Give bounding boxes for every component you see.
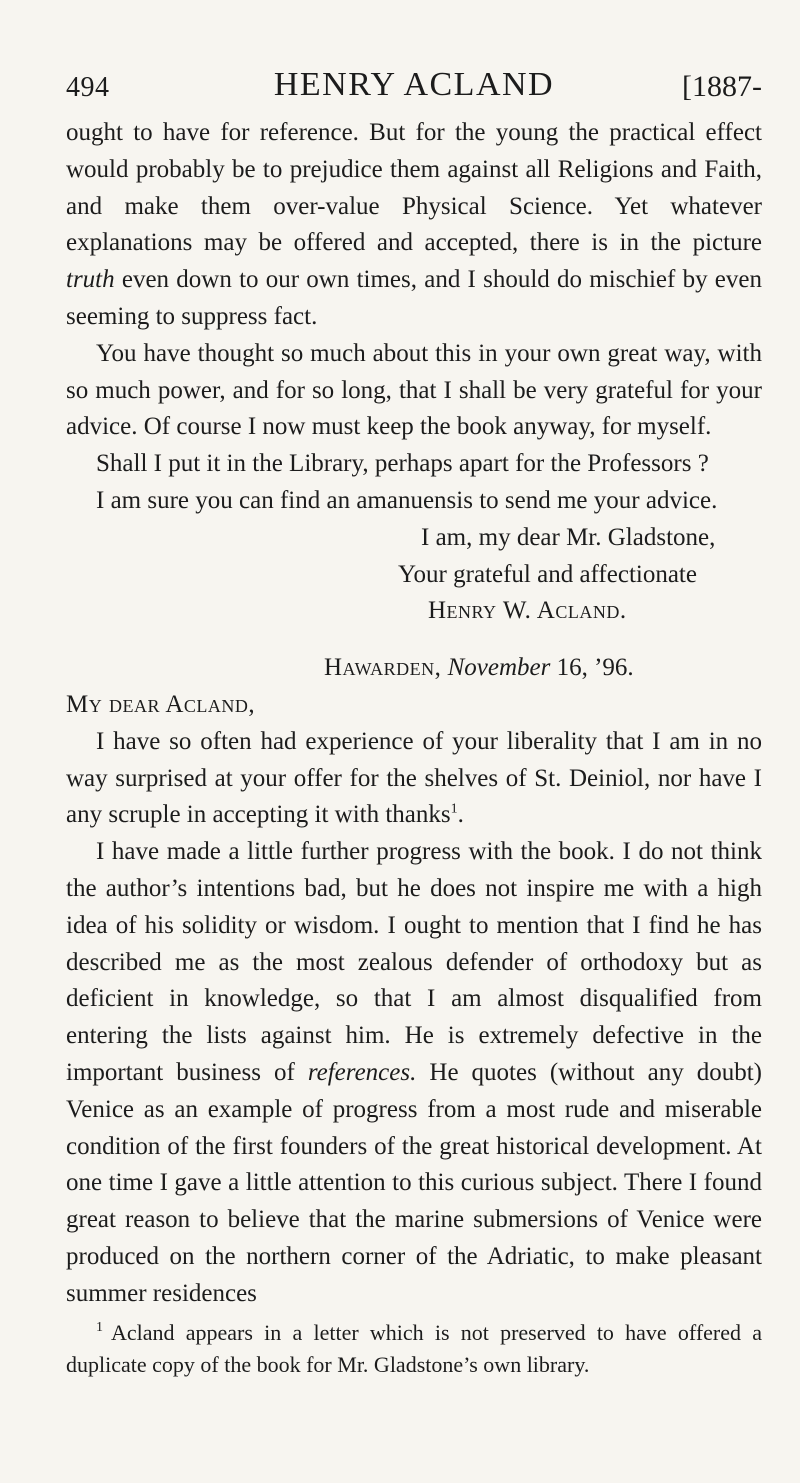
year-range: [1887- — [682, 70, 762, 103]
footnote-text: Acland appears in a letter which is not preserved to have offered a duplicate copy of the book for Mr. Gladstone’s own library. — [66, 1319, 762, 1377]
letter1-paragraph-1: ought to have for reference. But for the young the practical effect would probably be to prejudice them against all Religions and Faith, and make them over-value Physical Science. Yet whatever explanations may be offered and accepted, there is in the picture truth even down to our own times, and I should do mischief by even seeming to suppress fact. — [66, 119, 762, 330]
footnote-ref: 1 — [450, 802, 458, 818]
letter1-closing-1: I am, my dear Mr. Gladstone, — [421, 523, 716, 551]
place-name: Hawarden, — [324, 654, 442, 682]
page-header — [66, 66, 762, 106]
emphasis-truth: truth — [66, 266, 115, 294]
emphasis-references: references. — [307, 1058, 417, 1086]
letter1-paragraph-2: You have thought so much about this in your own great way, with so much power, and for so long, that I shall be very grateful for your advice. Of course I now must keep the book anyway, for myself. — [66, 339, 762, 441]
page-body — [66, 115, 762, 1381]
footnote-marker: 1 — [96, 1320, 103, 1336]
letter1-closing-2: Your grateful and affectionate — [398, 560, 697, 588]
letter1-paragraph-3: Shall I put it in the Library, perhaps apart for the Professors ? — [96, 450, 709, 478]
letter2-paragraph-2: I have made a little further progress with the book. I do not think the author’s intentions bad, but he does not inspire me with a high idea of his solidity or wisdom. I ought to mention that I find he has described me as the most zealous defender of orthodoxy but as deficient in knowledge, so that I am almost disqualified from entering the lists against him. He is extremely defective in the important business of references. He quotes (without any doubt) Venice as an example of progress from a most rude and miserable condition of the first founders of the great historical development. At one time I gave a little attention to this curious subject. There I found great reason to believe that the marine submersions of Venice were produced on the northern corner of the Adriatic, to make pleasant summer residences — [66, 838, 762, 1307]
page-number: 494 — [66, 72, 110, 103]
date-month: November — [447, 654, 551, 682]
letter2-dateline — [66, 650, 762, 687]
letter2-salutation: My dear Acland, — [66, 690, 256, 718]
running-title: HENRY ACLAND — [273, 66, 555, 103]
letter1-signature: Henry W. Acland. — [428, 597, 627, 625]
footnote — [66, 1317, 762, 1381]
letter1-paragraph-4: I am sure you can find an amanuensis to send me your advice. — [96, 486, 718, 514]
letter2-paragraph-1: I have so often had experience of your liberality that I am in no way surprised at your offer for the shelves of St. Deiniol, nor have I any scruple in accepting it with thanks$^1$. — [66, 727, 762, 829]
date-rest: 16, ’96. — [550, 654, 634, 682]
